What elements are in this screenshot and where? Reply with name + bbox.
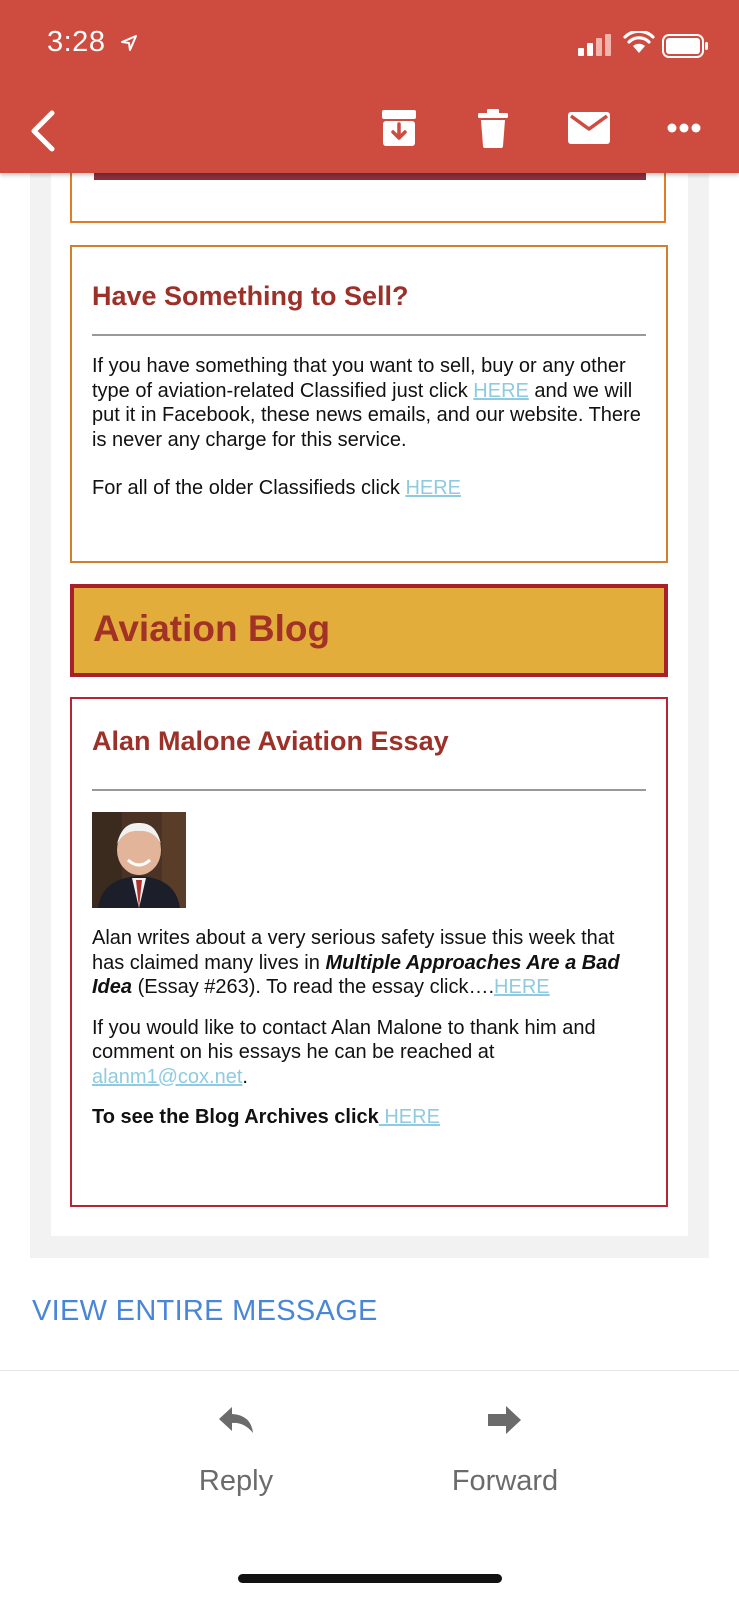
- blog-archives-text: To see the Blog Archives click: [92, 1106, 379, 1128]
- trash-icon[interactable]: [478, 108, 508, 148]
- reply-button[interactable]: [166, 1405, 306, 1498]
- footer-divider: [0, 1370, 739, 1371]
- archive-icon[interactable]: [380, 108, 418, 148]
- cellular-signal-icon: [578, 34, 612, 56]
- divider: [92, 334, 646, 336]
- mark-unread-icon[interactable]: [568, 112, 610, 144]
- essay-text: [92, 926, 652, 1130]
- back-icon[interactable]: [28, 110, 58, 152]
- author-photo: [92, 812, 186, 908]
- blog-header-title: Aviation Blog: [93, 608, 331, 649]
- home-indicator: [238, 1574, 502, 1583]
- wifi-icon: [623, 31, 655, 55]
- more-icon[interactable]: [667, 123, 701, 133]
- reply-label: Reply: [198, 1465, 274, 1497]
- reply-icon: [218, 1405, 254, 1435]
- essay-name: Multiple Approaches Are a Bad Idea: [92, 951, 620, 998]
- essay-title: Alan Malone Aviation Essay: [92, 726, 449, 756]
- classifieds-text-1: If you have something that you want to sell, buy or any other type of aviation-related Classified just click: [92, 355, 626, 402]
- classifieds-title: Have Something to Sell?: [92, 281, 409, 311]
- blog-header: [70, 584, 668, 677]
- blog-archives-link[interactable]: HERE: [378, 1106, 440, 1128]
- essay-text-1: Alan writes about a very serious safety issue this week that has claimed many lives in: [92, 927, 615, 974]
- older-classifieds-text: For all of the older Classifieds click: [92, 477, 406, 499]
- view-entire-message-link[interactable]: VIEW ENTIRE MESSAGE: [32, 1295, 378, 1327]
- older-classifieds-link[interactable]: HERE: [405, 477, 462, 499]
- forward-label: Forward: [451, 1465, 559, 1497]
- app-bar: [0, 0, 739, 173]
- classifieds-text-2: and we will put it in Facebook, these news emails, and our website. There is never any charge for this service.: [92, 379, 641, 451]
- classifieds-text: [92, 354, 652, 501]
- email-link[interactable]: alanm1@cox.net: [92, 1065, 243, 1088]
- battery-icon: [662, 34, 710, 58]
- essay-section: [70, 697, 668, 1207]
- divider: [92, 789, 646, 791]
- contact-text: If you would like to contact Alan Malone to thank him and comment on his essays he can be reached at: [92, 1016, 596, 1063]
- read-essay-link[interactable]: HERE: [494, 976, 550, 998]
- location-arrow-icon: [120, 34, 138, 52]
- status-time: 3:28: [47, 26, 106, 58]
- forward-icon: [488, 1405, 522, 1435]
- contact-text-end: .: [242, 1065, 248, 1088]
- classifieds-section: [70, 245, 668, 563]
- classifieds-submit-link[interactable]: HERE: [473, 379, 529, 402]
- essay-text-2: (Essay #263). To read the essay click….: [132, 976, 495, 998]
- forward-button[interactable]: [435, 1405, 575, 1498]
